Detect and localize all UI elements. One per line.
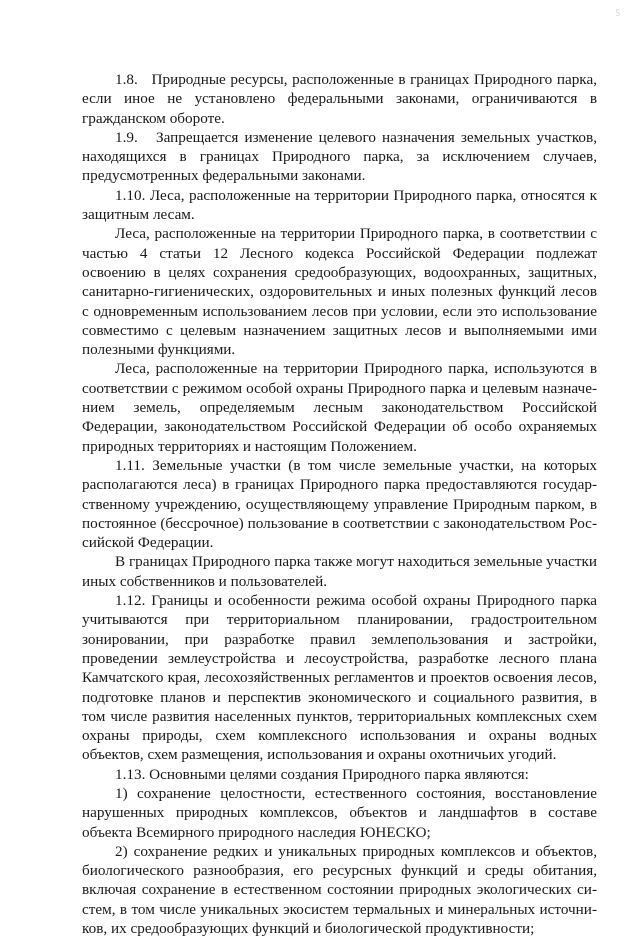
paragraph-1-10: 1.10. Леса, расположенные на территории Природного парка, относятся к защитным лесам. — [82, 186, 597, 224]
paragraph-1-12: 1.12. Границы и особенности режима особой охраны Природного парка учитываются при территориальном планировании, градостроительном зонировании, при разработке правил землепользования и застройки, проведении землеустройства и лесоустройства, разработке лесного плана Камчатского края, лесохозяйственных регламентов и проектов освоения лесов, подготовке планов и перспектив экономического и социального развития, в том числе развития населенных пунктов, территориальных комплексных схем охраны природы, схем комплексного использования и охраны водных объектов, схем размещения, использования и охраны охотничьих угодий. — [82, 592, 597, 764]
paragraph-other-owners: В границах Природного парка также могут находиться земельные участки иных собственников и пользователей. — [82, 553, 597, 590]
list-item-1: 1) сохранение целостности, естественного состояния, восстановление нарушенных природных комплексов, объектов и ландшафтов в составе объекта Всемирного природного наследия ЮНЕСКО; — [82, 784, 597, 841]
document-body — [82, 70, 597, 938]
paragraph-forest-development: Леса, расположенные на территории Природного парка, в соответствии с частью 4 статьи 12 Лесного кодекса Российской Федерации подлежат освоению в целях сохранения средообразующих, водоохранных, защитных, санитарно-гигиенических, оздоровительных и иных полезных функций лесов с одновременным использованием лесов при условии, если это использование совместимо с целевым назначением защитных лесов и выполняемыми ими полезными функциями. — [82, 225, 597, 359]
paragraph-1-13: 1.13. Основными целями создания Природного парка являются: — [115, 765, 529, 783]
paragraph-forest-use: Леса, расположенные на территории Природного парка, используются в соответствии с режимом особой охраны Природного парка и целевым назначением земель, определяемым лесным законодательством Российской Федерации, законодательством Российской Федерации об особо охраняемых природных территориях и настоящим Положением. — [82, 360, 597, 455]
paragraph-1-11: 1.11. Земельные участки (в том числе земельные участки, на которых располагаются леса) в границах Природного парка предоставляются государственному учреждению, осуществляющему управление Природным парком, в постоянное (бессрочное) пользование в соответствии с законодательством Российской Федерации. — [82, 456, 597, 552]
list-item-2: 2) сохранение редких и уникальных природных комплексов и объектов, биологического разнообразия, его ресурсных функций и среды обитания, включая сохранение в естественном состоянии природных экологических систем, в том числе уникальных экосистем термальных и минеральных источников, их средообразующих функций и биологической продуктивности; — [82, 842, 597, 938]
paragraph-1-9: 1.9. Запрещается изменение целевого назначения земельных участков, находящихся в границах Природного парка, за исключением случаев, предусмотренных федеральными законами. — [82, 128, 597, 185]
paragraph-1-8: 1.8. Природные ресурсы, расположенные в границах Природного парка, если иное не установлено федеральными законами, ограничиваются в гражданском обороте. — [82, 71, 597, 127]
page-number-mark: 5 — [615, 8, 620, 18]
